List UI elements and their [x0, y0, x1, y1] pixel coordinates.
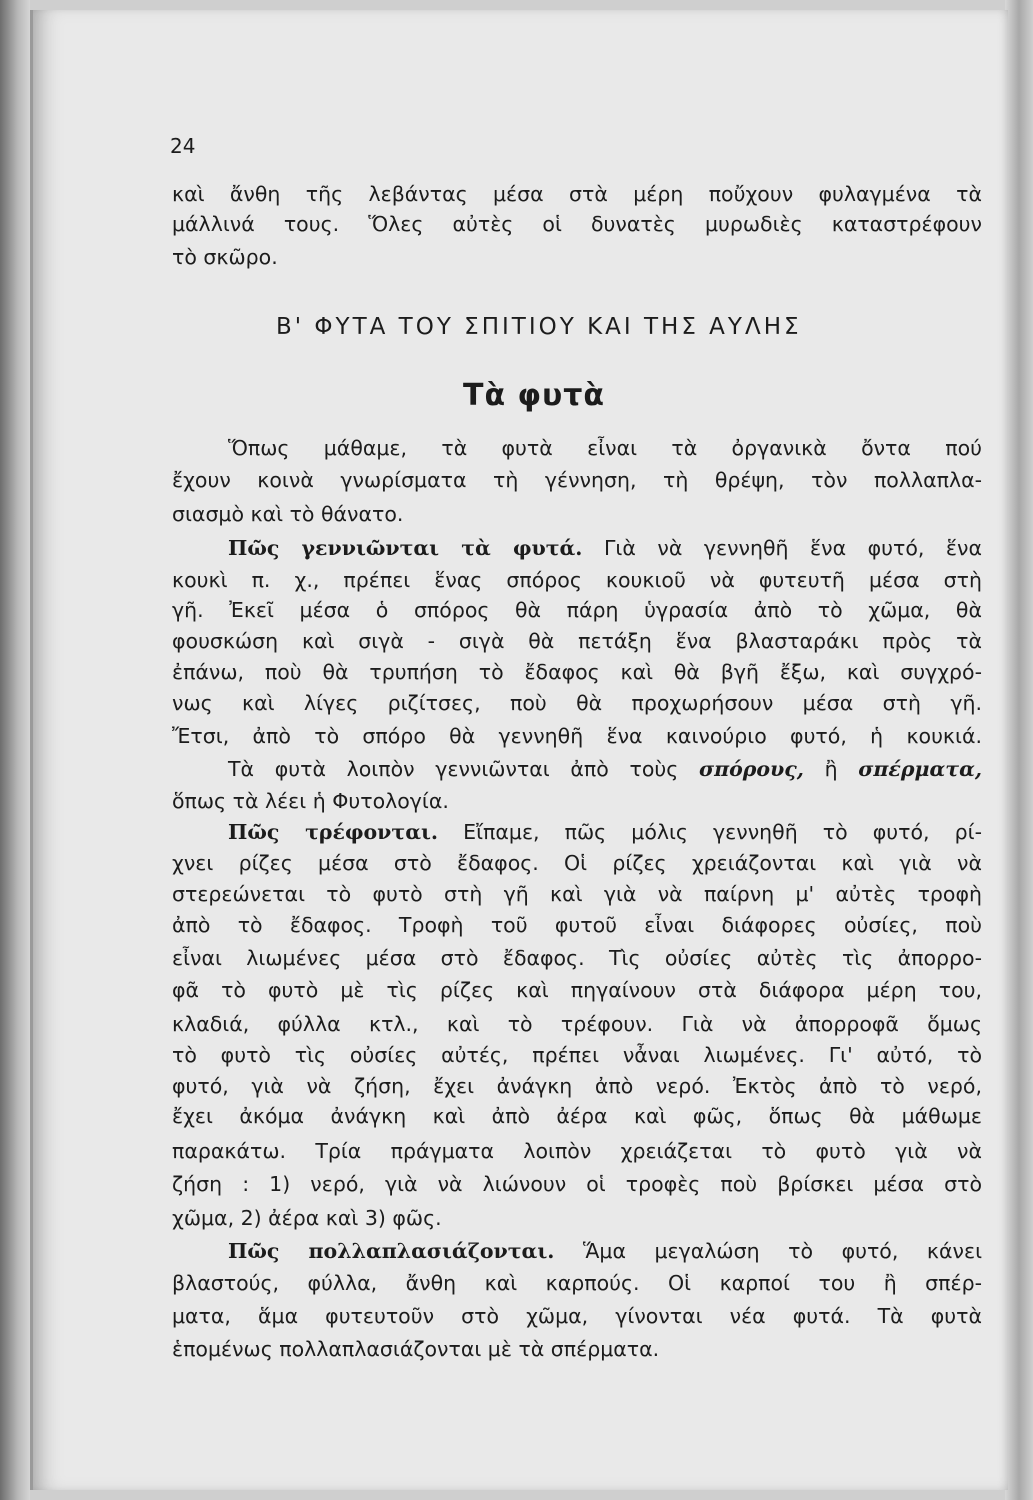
- p2-line-1: [228, 534, 982, 562]
- p2-line-2: κουκὶ π. χ., πρέπει ἕνας σπόρος κουκιοῦ νὰ φυτευτῆ μέσα στὴ: [172, 568, 982, 592]
- intro-line-3: τὸ σκῶρο.: [172, 245, 278, 269]
- p4-line-13: χῶμα, 2) ἀέρα καὶ 3) φῶς.: [172, 1206, 442, 1230]
- p4-line-11: παρακάτω. Τρία πράγματα λοιπὸν χρειάζεται τὸ φυτὸ γιὰ νὰ: [172, 1139, 982, 1163]
- p3-lead: Τὰ φυτὰ λοιπὸν γεννιῶνται ἀπὸ τοὺς: [228, 757, 679, 781]
- p2-run-in: Πῶς γεννιῶνται τὰ φυτά.: [228, 536, 583, 560]
- p4-line-12: ζήση : 1) νερό, γιὰ νὰ λιώνουν οἱ τροφὲς ποὺ βρίσκει μέσα στὸ: [172, 1172, 982, 1196]
- p4-line-2: χνει ρίζες μέσα στὸ ἔδαφος. Οἱ ρίζες χρειάζονται καὶ γιὰ νὰ: [172, 851, 982, 875]
- p1-line-1: Ὅπως μάθαμε, τὰ φυτὰ εἶναι τὰ ὀργανικὰ ὄντα πού: [228, 436, 982, 460]
- p2-line-6: νως καὶ λίγες ριζίτσες, ποὺ θὰ προχωρήσουν μέσα στὴ γῆ.: [172, 691, 982, 715]
- p3-line-2: ὅπως τὰ λέει ἡ Φυτολογία.: [172, 789, 449, 813]
- p3-line-1: [228, 755, 982, 783]
- p2-line-4: φουσκώση καὶ σιγὰ - σιγὰ θὰ πετάξη ἕνα βλασταράκι πρὸς τὰ: [172, 629, 982, 653]
- p2-line-3: γῆ. Ἐκεῖ μέσα ὁ σπόρος θὰ πάρη ὑγρασία ἀπὸ τὸ χῶμα, θὰ: [172, 598, 982, 622]
- p5-line-4: ἑπομένως πολλαπλασιάζονται μὲ τὰ σπέρματα.: [172, 1337, 660, 1361]
- chapter-title: Τὰ φυτὰ: [463, 378, 605, 413]
- p4-line-1: [228, 818, 982, 846]
- p5-line-3: ματα, ἅμα φυτευτοῦν στὸ χῶμα, γίνονται νέα φυτά. Τὰ φυτὰ: [172, 1304, 982, 1328]
- p1-line-3: σιασμὸ καὶ τὸ θάνατο.: [172, 502, 404, 526]
- intro-line-2: μάλλινά τους. Ὅλες αὐτὲς οἱ δυνατὲς μυρωδιὲς καταστρέφουν: [172, 212, 982, 236]
- p4-line-8: τὸ φυτὸ τὶς οὐσίες αὐτές, πρέπει νἆναι λιωμένες. Γι' αὐτό, τὸ: [172, 1043, 982, 1067]
- p3-term-seeds: σπόρους,: [698, 757, 804, 781]
- p4-line-9: φυτό, γιὰ νὰ ζήση, ἔχει ἀνάγκη ἀπὸ νερό. Ἐκτὸς ἀπὸ τὸ νερό,: [172, 1074, 982, 1098]
- p4-line-4: ἀπὸ τὸ ἔδαφος. Τροφὴ τοῦ φυτοῦ εἶναι διάφορες οὐσίες, ποὺ: [172, 913, 982, 937]
- p2-line-7: Ἔτσι, ἀπὸ τὸ σπόρο θὰ γεννηθῆ ἕνα καινούριο φυτό, ἡ κουκιά.: [172, 724, 982, 748]
- p5-line-1: [228, 1237, 982, 1265]
- section-heading: Β' ΦΥΤΑ ΤΟΥ ΣΠΙΤΙΟΥ ΚΑΙ ΤΗΣ ΑΥΛΗΣ: [276, 314, 802, 340]
- page-edge-left: [0, 0, 30, 1500]
- p5-run-in: Πῶς πολλαπλασιάζονται.: [228, 1239, 555, 1263]
- p4-run-in: Πῶς τρέφονται.: [228, 820, 439, 844]
- p4-line-3: στερεώνεται τὸ φυτὸ στὴ γῆ καὶ γιὰ νὰ παίρνη μ' αὐτὲς τροφὴ: [172, 882, 982, 906]
- p1-line-2: ἔχουν κοινὰ γνωρίσματα τὴ γέννηση, τὴ θρέψη, τὸν πολλαπλα-: [172, 468, 982, 492]
- p3-mid: ἢ: [824, 757, 838, 781]
- p2-first-rest: Γιὰ νὰ γεννηθῆ ἕνα φυτό, ἕνα: [603, 536, 982, 560]
- intro-line-1: καὶ ἄνθη τῆς λεβάντας μέσα στὰ μέρη ποὔχουν φυλαγμένα τὰ: [172, 182, 982, 206]
- p3-term-spermata: σπέρματα,: [858, 757, 982, 781]
- p5-first-rest: Ἅμα μεγαλώση τὸ φυτό, κάνει: [582, 1239, 982, 1263]
- p2-line-5: ἐπάνω, ποὺ θὰ τρυπήση τὸ ἔδαφος καὶ θὰ βγῆ ἔξω, καὶ συγχρό-: [172, 660, 982, 684]
- p4-line-7: κλαδιά, φύλλα κτλ., καὶ τὸ τρέφουν. Γιὰ νὰ ἀπορροφᾶ ὅμως: [172, 1012, 982, 1036]
- page-number: 24: [170, 134, 196, 158]
- p4-line-5: εἶναι λιωμένες μέσα στὸ ἔδαφος. Τὶς οὐσίες αὐτὲς τὶς ἀπορρο-: [172, 946, 982, 970]
- p5-line-2: βλαστούς, φύλλα, ἄνθη καὶ καρπούς. Οἱ καρποί του ἢ σπέρ-: [172, 1271, 982, 1295]
- p4-line-10: ἔχει ἀκόμα ἀνάγκη καὶ ἀπὸ ἀέρα καὶ φῶς, ὅπως θὰ μάθωμε: [172, 1104, 982, 1128]
- page-edge-right: [1005, 0, 1033, 1500]
- p4-first-rest: Εἴπαμε, πῶς μόλις γεννηθῆ τὸ φυτό, ρί-: [463, 820, 982, 844]
- p4-line-6: φᾶ τὸ φυτὸ μὲ τὶς ρίζες καὶ πηγαίνουν στὰ διάφορα μέρη του,: [172, 978, 982, 1002]
